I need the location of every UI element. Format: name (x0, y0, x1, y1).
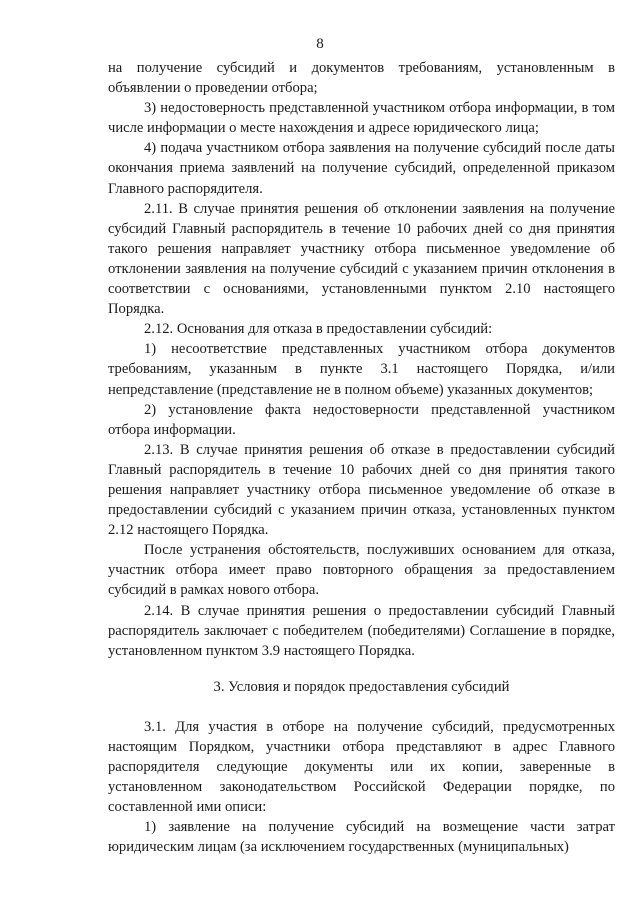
section-heading: 3. Условия и порядок предоставления субсидий (213, 678, 510, 695)
paragraph-item-3: 3) недостоверность представленной участником отбора информации, в том числе информации о месте нахождения и адресе юридического лица; (108, 100, 615, 137)
paragraph-2-13: 2.13. В случае принятия решения об отказе в предоставлении субсидий Главный распорядитель в течение 10 рабочих дней со дня принятия такого решения направляет участнику отбора письменное уведомление об отказе в предоставлении субсидий с указанием причин отказа, установленных пунктом 2.12 настоящего Порядка. (108, 441, 615, 539)
paragraph-after-elimination: После устранения обстоятельств, послуживших основанием для отказа, участник отбора имеет право повторного обращения за предоставлением субсидий в рамках нового отбора. (108, 542, 615, 599)
paragraph-item-4: 4) подача участником отбора заявления на получение субсидий после даты окончания приема заявлений на получение субсидий, определенной приказом Главного распорядителя. (108, 140, 615, 197)
paragraph-3-1: 3.1. Для участия в отборе на получение субсидий, предусмотренных настоящим Порядком, участники отбора представляют в адрес Главного распорядителя следующие документы или их копии, заверенные в установленном законодательством Российской Федерации порядке, по составленной ими описи: (108, 718, 615, 816)
paragraph-2-11: 2.11. В случае принятия решения об отклонении заявления на получение субсидий Главный распорядитель в течение 10 рабочих дней со дня принятия такого решения направляет участнику отбора письменное уведомление об отклонении заявления на получение субсидий с указанием причин отклонения в соответствии с основаниями, установленными пунктом 2.10 настоящего Порядка. (108, 200, 615, 318)
paragraph-3-1-item-1: 1) заявление на получение субсидий на возмещение части затрат юридическим лицам (за исключением государственных (муниципальных) (108, 819, 615, 856)
paragraph-2-14: 2.14. В случае принятия решения о предоставлении субсидий Главный распорядитель заключает с победителем (победителями) Соглашение в порядке, установленном пунктом 3.9 настоящего Порядка. (108, 602, 615, 659)
paragraph-2-12-item-2: 2) установление факта недостоверности представленной участником отбора информации. (108, 401, 615, 438)
paragraph-continuation: на получение субсидий и документов требованиям, установленным в объявлении о проведении отбора; (108, 60, 615, 97)
paragraph-2-12-item-1: 1) несоответствие представленных участником отбора документов требованиям, указанным в пункте 3.1 настоящего Порядка, и/или непредставление (представление не в полном объеме) указанных документов; (108, 341, 615, 398)
document-body (108, 58, 615, 857)
page-number: 8 (316, 36, 324, 52)
paragraph-2-12: 2.12. Основания для отказа в предоставлении субсидий: (144, 321, 493, 338)
